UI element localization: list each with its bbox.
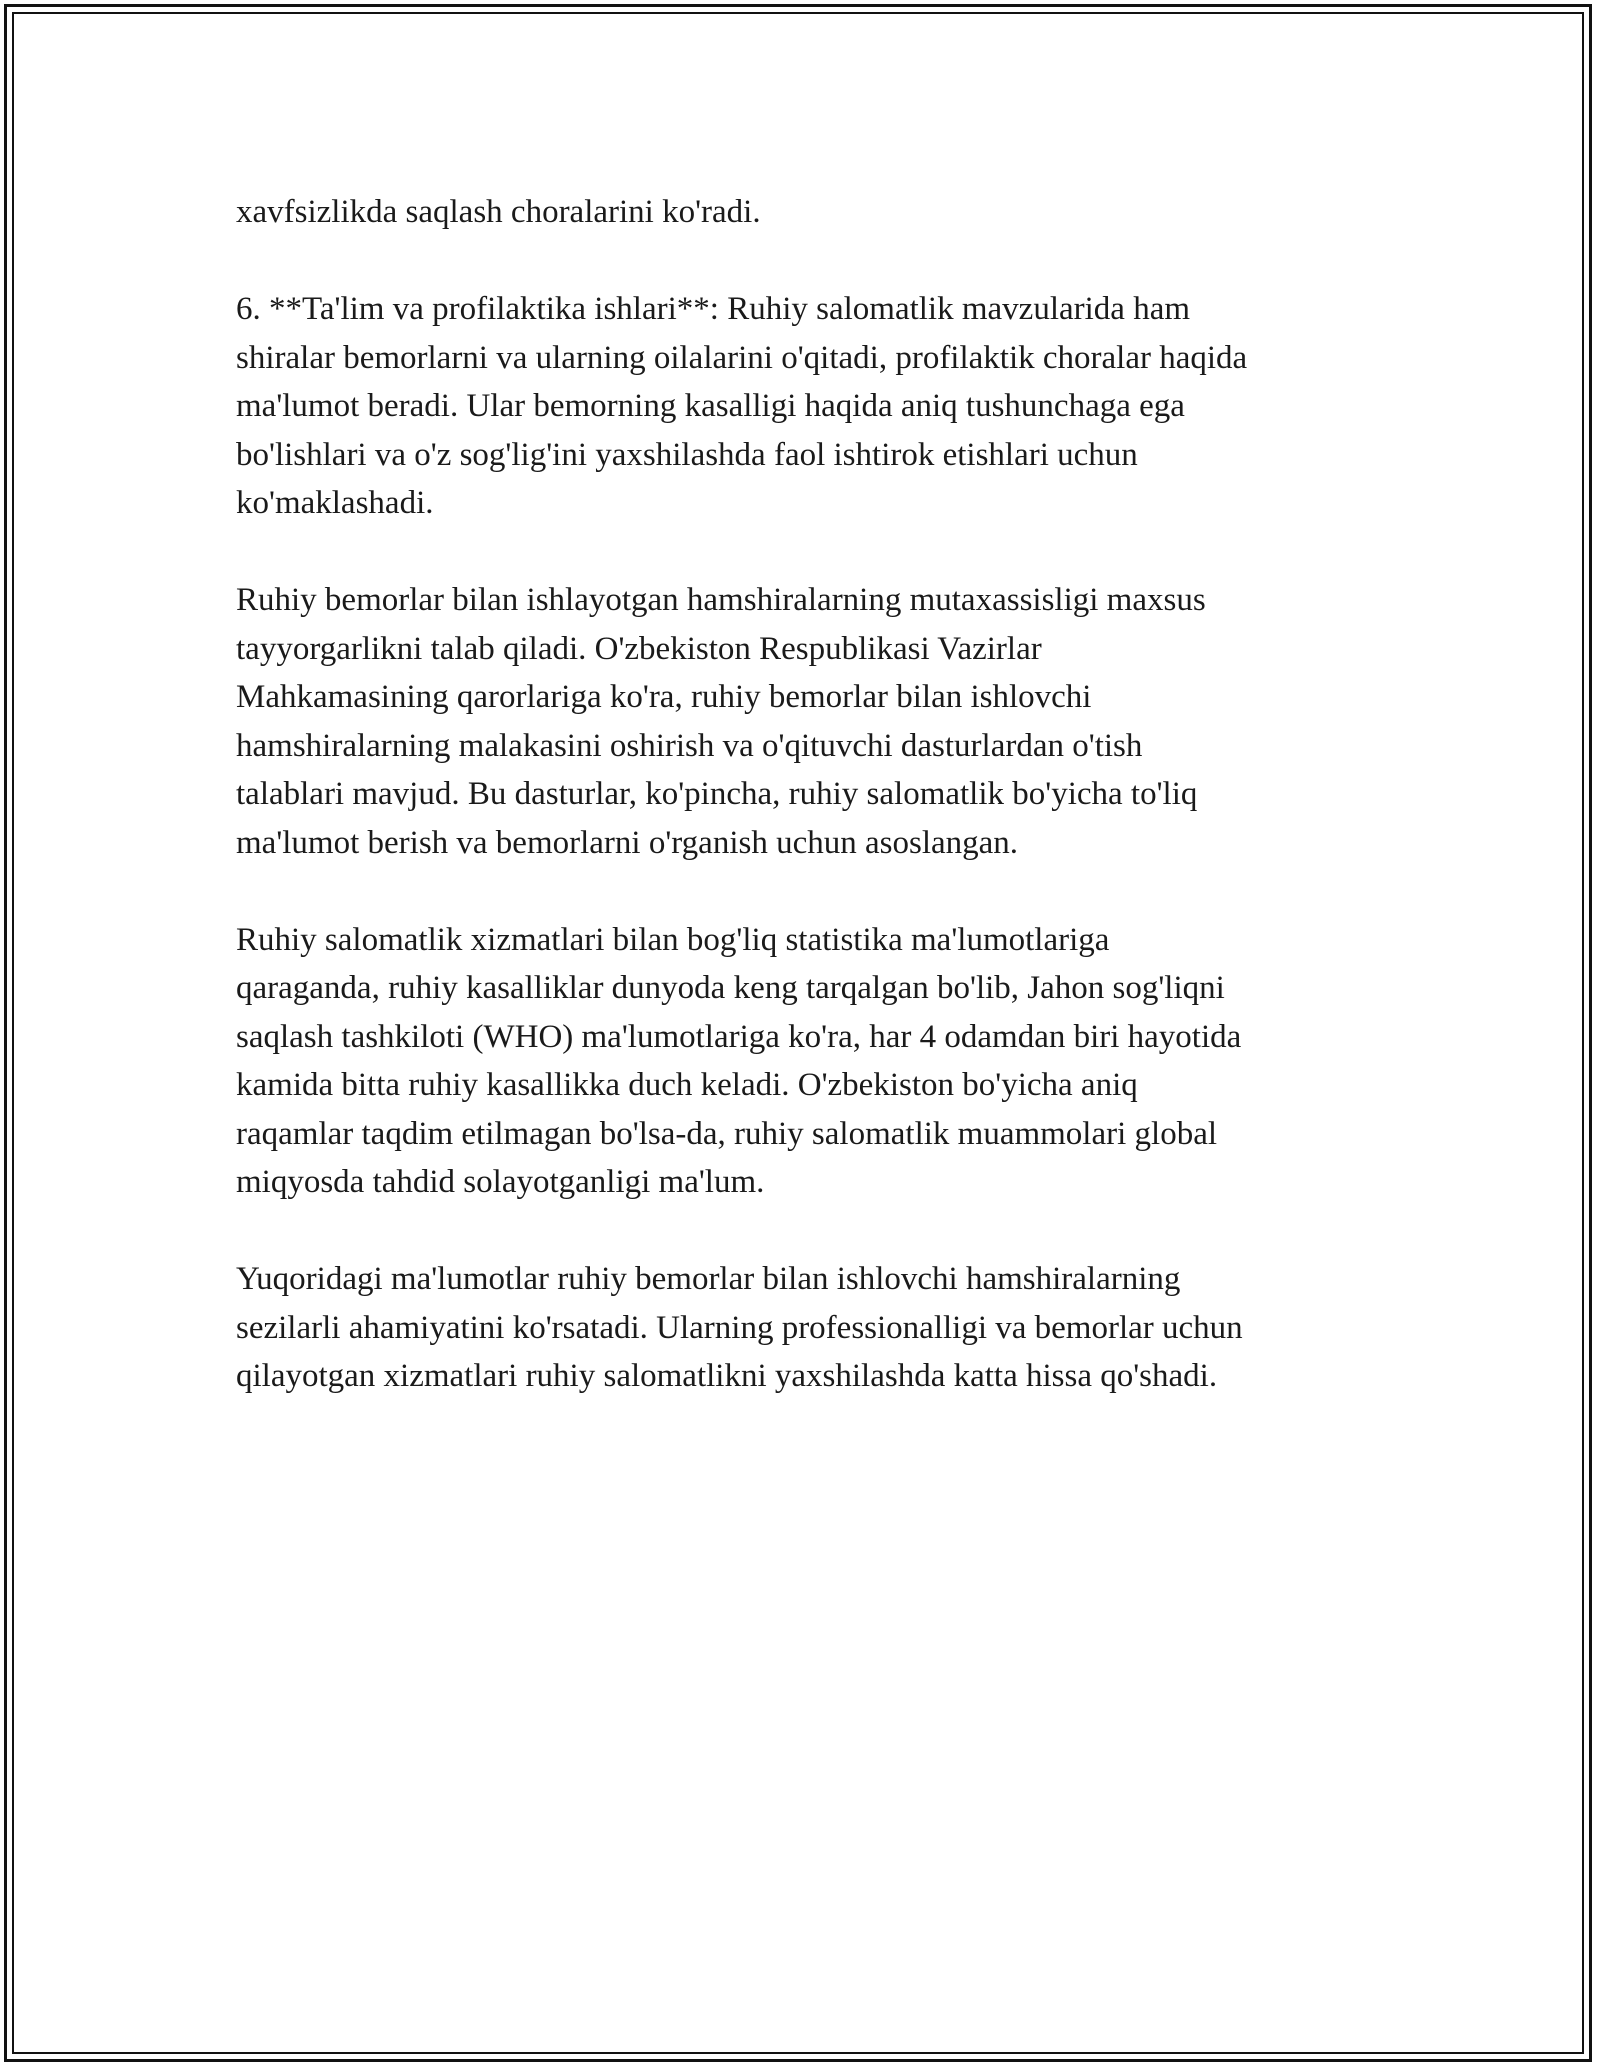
paragraph-statistics: Ruhiy salomatlik xizmatlari bilan bog'liq statistika ma'lumotlariga qaraganda, ruhiy kasalliklar dunyoda keng tarqalgan bo'lib, Jahon sog'liqni saqlash tashkiloti (WHO) ma'lumotlariga ko'ra, har 4 odamdan biri hayotida kamida bitta ruhiy kasallikka duch keladi. O'zbekiston bo'yicha aniq raqamlar taqdim etilmagan bo'lsa-da, ruhiy salomatlik muammolari global miqyosda tahdid solayotganligi ma'lum.	[236, 921, 1242, 1200]
paragraph-conclusion: Yuqoridagi ma'lumotlar ruhiy bemorlar bilan ishlovchi hamshiralarning sezilarli ahamiyatini ko'rsatadi. Ularning professionalligi va bemorlar uchun qilayotgan xizmatlari ruhiy salomatlikni yaxshilashda katta hissa qo'shadi.	[236, 1261, 1243, 1394]
document-body	[236, 188, 1376, 1449]
paragraph-specialization: Ruhiy bemorlar bilan ishlayotgan hamshiralarning mutaxassisligi maxsus tayyorgarlikni talab qiladi. O'zbekiston Respublikasi Vazirlar Mahkamasining qarorlariga ko'ra, ruhiy bemorlar bilan ishlovchi hamshiralarning malakasini oshirish va o'qituvchi dasturlardan o'tish talablari mavjud. Bu dasturlar, ko'pincha, ruhiy salomatlik bo'yicha to'liq ma'lumot berish va bemorlarni o'rganish uchun asoslangan.	[236, 582, 1206, 861]
paragraph-continuation: xavfsizlikda saqlash choralarini ko'radi.	[236, 194, 761, 230]
paragraph-education-prevention: 6. **Ta'lim va profilaktika ishlari**: Ruhiy salomatlik mavzularida ham shiralar bemorlarni va ularning oilalarini o'qitadi, profilaktik choralar haqida ma'lumot beradi. Ular bemorning kasalligi haqida aniq tushunchaga ega bo'lishlari va o'z sog'lig'ini yaxshilashda faol ishtirok etishlari uchun ko'maklashadi.	[236, 291, 1248, 521]
